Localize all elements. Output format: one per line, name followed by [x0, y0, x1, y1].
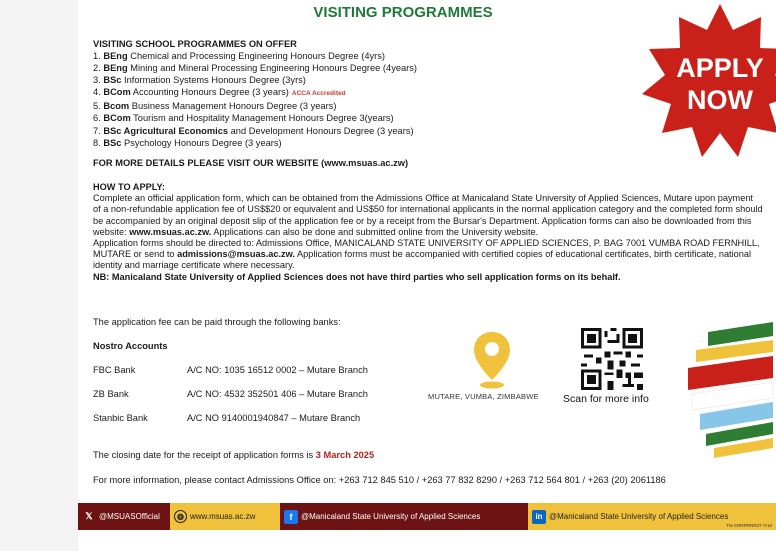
bank-row: FBC Bank A/C NO: 1035 16512 0002 – Mutare Branch: [93, 365, 368, 375]
programme-item: 8. BSc Psychology Honours Degree (3 years): [93, 137, 282, 148]
programmes-list: [93, 50, 417, 149]
programme-item: 1. BEng Chemical and Processing Engineering Honours Degree (4yrs): [93, 51, 385, 61]
programme-item: 3. BSc Information Systems Honours Degree (3yrs): [93, 75, 306, 86]
programme-item: 5. Bcom Business Management Honours Degree (3 years): [93, 101, 337, 112]
linkedin-icon: in: [532, 510, 546, 524]
location-pin-icon: [472, 330, 512, 390]
website-link[interactable]: (www.msuas.ac.zw): [321, 158, 409, 168]
apply-now-starburst[interactable]: [640, 2, 776, 162]
apply-text: APPLY: [676, 53, 764, 83]
advert-page: [78, 0, 776, 551]
how-paragraph-1: Complete an official application form, which can be obtained from the Admissions Office at Manicaland State University of Applied Sciences, Mutare upon payment of a non-refundable application fee of US$$20 or equivalent and US$50 for international applicants in the normal application category and the completed form should be accompanied by an original deposit slip of the application fee or by a receipt from the Bursar's Department. Application forms can also be downloaded from this website: www.msuas.ac.zw. Applications can also be done and submitted online from the University website.: [93, 193, 763, 237]
programme-item: 4. BCom Accounting Honours Degree (3 years) ACCA Accredited: [93, 87, 346, 98]
email-link[interactable]: admissions@msuas.ac.zw.: [177, 249, 295, 260]
acca-badge: ACCA Accredited: [291, 90, 346, 98]
social-footer: [78, 503, 776, 530]
nostro-heading: Nostro Accounts: [93, 341, 168, 351]
x-icon: 𝕏: [85, 511, 93, 521]
how-to-apply: [93, 182, 763, 283]
how-heading: HOW TO APPLY:: [93, 182, 165, 192]
how-paragraph-2: Application forms should be directed to: Admissions Office, MANICALAND STATE UNIVERSITY OF APPLIED SCIENCES, P. BAG 7001 VUMBA ROAD FERNHILL, MUTARE or send to admissions@msuas.ac.zw. Application forms must be accompanied with certified copies of educational certificates, birth certificate, national identity and marriage certificate where necessary.: [93, 238, 760, 271]
bank-row: Stanbic Bank A/C NO 9140001940847 – Mutare Branch: [93, 413, 361, 423]
facebook-social-link[interactable]: f @Manicaland State University of Applied Sciences: [280, 503, 528, 530]
website-footer-link[interactable]: ◍ www.msuas.ac.zw: [170, 503, 280, 530]
programme-item: 6. BCom Tourism and Hospitality Management Honours Degree 3(years): [93, 113, 394, 124]
closing-date-line: The closing date for the receipt of application forms is 3 March 2025: [93, 450, 375, 460]
programme-item: 2. BEng Mining and Mineral Processing Engineering Honours Degree (4years): [93, 63, 418, 74]
contact-line: For more information, please contact Admissions Office on: +263 712 845 510 / +263 77 832 8290 / +263 712 564 801 / +263 (20) 2061186: [93, 475, 666, 485]
bank-row: ZB Bank A/C NO: 4532 352501 406 – Mutare Branch: [93, 389, 368, 399]
footer-ref: TN-CRRRRRR37 /Y10: [726, 523, 772, 528]
decorative-stripes: [688, 322, 776, 462]
now-text: NOW: [687, 85, 753, 115]
nb-notice: NB: Manicaland State University of Applied Sciences does not have third parties who sell application forms on its behalf.: [93, 271, 621, 282]
details-line: FOR MORE DETAILS PLEASE VISIT OUR WEBSITE (www.msuas.ac.zw): [93, 158, 409, 168]
programmes-heading: VISITING SCHOOL PROGRAMMES ON OFFER: [93, 39, 297, 49]
programme-item: 7. BSc Agricultural Economics and Development Honours Degree (3 years): [93, 125, 414, 136]
page-title: VISITING PROGRAMMES: [313, 4, 493, 21]
location-label: MUTARE, VUMBA, ZIMBABWE: [428, 392, 539, 401]
globe-icon: ◍: [174, 510, 187, 523]
facebook-icon: f: [284, 510, 298, 524]
website-link[interactable]: www.msuas.ac.zw.: [129, 226, 212, 237]
qr-code[interactable]: [581, 328, 643, 390]
x-social-link[interactable]: 𝕏 @MSUASOfficial: [78, 503, 170, 530]
scan-caption: Scan for more info: [563, 393, 649, 405]
linkedin-social-link[interactable]: in @Manicaland State University of Applied Sciences TN-CRRRRRR37 /Y10: [528, 503, 776, 530]
closing-date: 3 March 2025: [315, 450, 375, 460]
fee-text: The application fee can be paid through the following banks:: [93, 317, 341, 327]
